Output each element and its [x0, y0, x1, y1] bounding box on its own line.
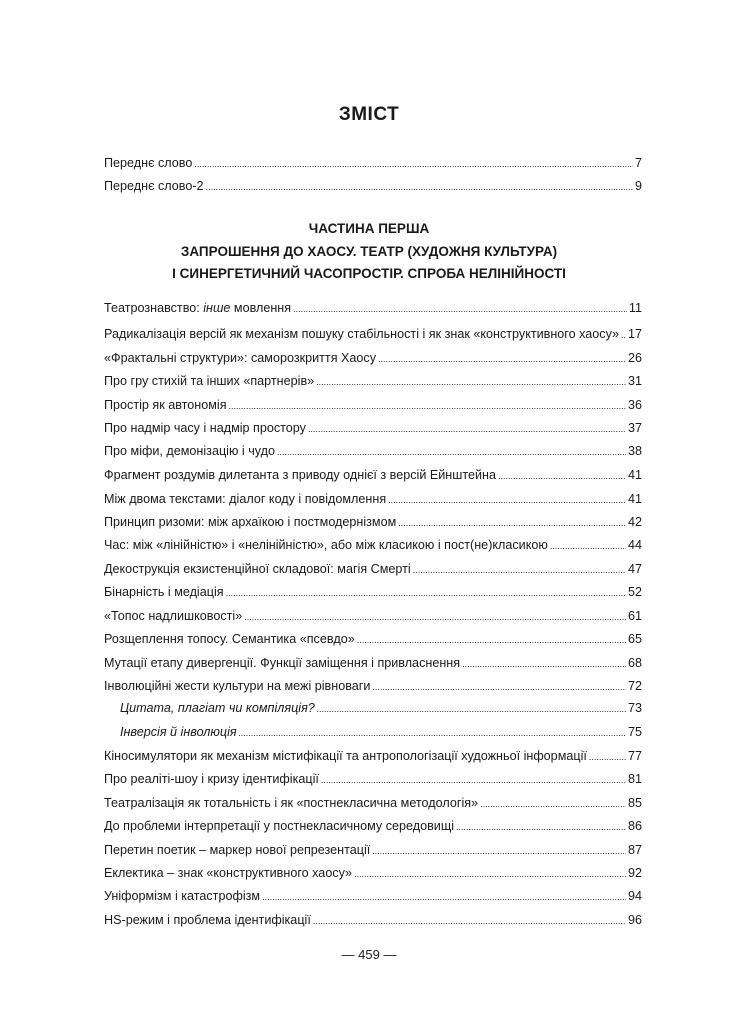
dot-leader [226, 585, 626, 601]
entry-page: 37 [627, 421, 642, 435]
entry-title: «Фрактальні структури»: саморозкриття Хаосу [104, 351, 377, 365]
toc-entry [104, 584, 642, 601]
part-title-line-1: ЗАПРОШЕННЯ ДО ХАОСУ. ТЕАТР (ХУДОЖНЯ КУЛЬТУРА) [180, 244, 558, 259]
entry-title-italic: інше [203, 301, 231, 315]
toc-entry [104, 300, 642, 317]
dot-leader [354, 866, 626, 882]
toc-entry [104, 795, 642, 812]
entry-title: Переднє слово [104, 156, 193, 170]
entry-page: 41 [627, 468, 642, 482]
entry-title: Фрагмент роздумів дилетанта з приводу однієї з версій Ейнштейна [104, 468, 496, 482]
entry-page: 96 [627, 913, 642, 927]
toc-entry [104, 748, 642, 765]
dot-leader [277, 444, 626, 460]
entry-page: 9 [634, 179, 642, 193]
entry-title: Про реаліті-шоу і кризу ідентифікації [104, 772, 319, 786]
entry-page: 11 [628, 301, 642, 315]
toc-entry [104, 561, 642, 578]
entry-title: Уніформізм і катастрофізм [104, 889, 261, 903]
toc-entry [104, 608, 642, 625]
entry-title: Переднє слово-2 [104, 179, 204, 193]
toc-entry [104, 655, 642, 672]
entry-title: Час: між «лінійністю» і «нелінійністю», або між класикою і пост(не)класикою [104, 538, 548, 552]
entry-title: Інверсія й інволюція [120, 725, 237, 739]
page-number: — 459 — [341, 947, 397, 962]
dot-leader [239, 725, 626, 741]
part-title-line-2: І СИНЕРГЕТИЧНИЙ ЧАСОПРОСТІР. СПРОБА НЕЛІНІЙНОСТІ [172, 266, 566, 281]
entry-page: 81 [627, 772, 642, 786]
dot-leader [621, 327, 626, 343]
toc-entry [104, 842, 642, 859]
toc-entry [104, 865, 642, 882]
toc-entry [104, 537, 642, 554]
dot-leader [206, 179, 633, 195]
toc-entry [104, 678, 642, 695]
entry-page: 87 [627, 843, 642, 857]
dot-leader [372, 843, 626, 859]
entry-title: Декострукція екзистенційної складової: магія Смерті [104, 562, 411, 576]
dot-leader [244, 609, 626, 625]
toc-entry [104, 397, 642, 414]
dot-leader [498, 468, 626, 484]
entry-page: 7 [634, 156, 642, 170]
entry-page: 77 [627, 749, 642, 763]
entry-title: Перетин поетик – маркер нової репрезентації [104, 843, 371, 857]
toc-entry [104, 420, 642, 437]
dot-leader [308, 421, 626, 437]
dot-leader [313, 913, 626, 929]
page-title: ЗМІСТ [338, 104, 400, 125]
toc-subentry [120, 724, 642, 741]
entry-title: Мутації етапу дивергенції. Функції заміщення і привласнення [104, 656, 461, 670]
entry-page: 68 [627, 656, 642, 670]
entry-page: 52 [627, 585, 642, 599]
toc-entry [104, 491, 642, 508]
dot-leader [262, 889, 626, 905]
entry-title: Про гру стихій та інших «партнерів» [104, 374, 315, 388]
toc-entry [104, 514, 642, 531]
entry-title: Еклектика – знак «конструктивного хаосу» [104, 866, 353, 880]
dot-leader [357, 632, 626, 648]
dot-leader [229, 398, 626, 414]
toc-entry [104, 888, 642, 905]
dot-leader [413, 562, 626, 578]
entry-page: 17 [627, 327, 642, 341]
dot-leader [456, 819, 626, 835]
entry-page: 94 [627, 889, 642, 903]
entry-page: 72 [627, 679, 642, 693]
entry-page: 47 [627, 562, 642, 576]
entry-title: Принцип ризоми: між архаїкою і постмодернізмом [104, 515, 397, 529]
entry-title: Про надмір часу і надмір простору [104, 421, 306, 435]
toc-entry [104, 350, 642, 367]
entry-page: 75 [627, 725, 642, 739]
entry-page: 42 [627, 515, 642, 529]
dot-leader [388, 492, 626, 508]
toc-entry [104, 155, 642, 172]
entry-title: HS-режим і проблема ідентифікації [104, 913, 311, 927]
toc-entry [104, 818, 642, 835]
dot-leader [378, 351, 626, 367]
entry-title: До проблеми інтерпретації у постнекласичному середовищі [104, 819, 454, 833]
entry-page: 92 [627, 866, 642, 880]
dot-leader [316, 374, 626, 390]
toc-entry [104, 467, 642, 484]
entry-title: Між двома текстами: діалог коду і повідомлення [104, 492, 387, 506]
dot-leader [589, 749, 626, 765]
dot-leader [293, 301, 627, 317]
toc-entry [104, 912, 642, 929]
entry-page: 65 [627, 632, 642, 646]
dot-leader [480, 796, 626, 812]
entry-page: 41 [627, 492, 642, 506]
entry-title: Про міфи, демонізацію і чудо [104, 444, 275, 458]
dot-leader [317, 701, 626, 717]
entry-page: 36 [627, 398, 642, 412]
dot-leader [372, 679, 626, 695]
entry-title: Радикалізація версій як механізм пошуку стабільності і як знак «конструктивного хаосу» [104, 327, 620, 341]
entry-title: Театралізація як тотальність і як «постнекласична методологія» [104, 796, 479, 810]
dot-leader [398, 515, 626, 531]
entry-page: 61 [627, 609, 642, 623]
toc-entry [104, 443, 642, 460]
entry-page: 26 [627, 351, 642, 365]
entry-title: Бінарність і медіація [104, 585, 224, 599]
entry-title: Інволюційні жести культури на межі рівноваги [104, 679, 371, 693]
entry-title: Розщеплення топосу. Семантика «псевдо» [104, 632, 355, 646]
toc-entry [104, 631, 642, 648]
dot-leader [194, 156, 633, 172]
dot-leader [321, 772, 626, 788]
entry-page: 73 [627, 701, 642, 715]
entry-title: Кіносимулятори як механізм містифікації та антропологізації художньої інформації [104, 749, 587, 763]
entry-title: Цитата, плагіат чи компіляція? [120, 701, 315, 715]
entry-page: 85 [627, 796, 642, 810]
toc-subentry [120, 700, 642, 717]
dot-leader [462, 656, 626, 672]
entry-page: 38 [627, 444, 642, 458]
part-heading: ЧАСТИНА ПЕРША [308, 221, 430, 236]
toc-entry [104, 373, 642, 390]
entry-page: 44 [627, 538, 642, 552]
dot-leader [550, 538, 626, 554]
toc-entry [104, 771, 642, 788]
toc-entry [104, 178, 642, 195]
entry-title: «Топос надлишковості» [104, 609, 243, 623]
toc-entry [104, 326, 642, 343]
entry-title: Театрознавство: інше мовлення [104, 301, 292, 315]
entry-title: Простір як автономія [104, 398, 227, 412]
entry-page: 31 [627, 374, 642, 388]
entry-page: 86 [627, 819, 642, 833]
